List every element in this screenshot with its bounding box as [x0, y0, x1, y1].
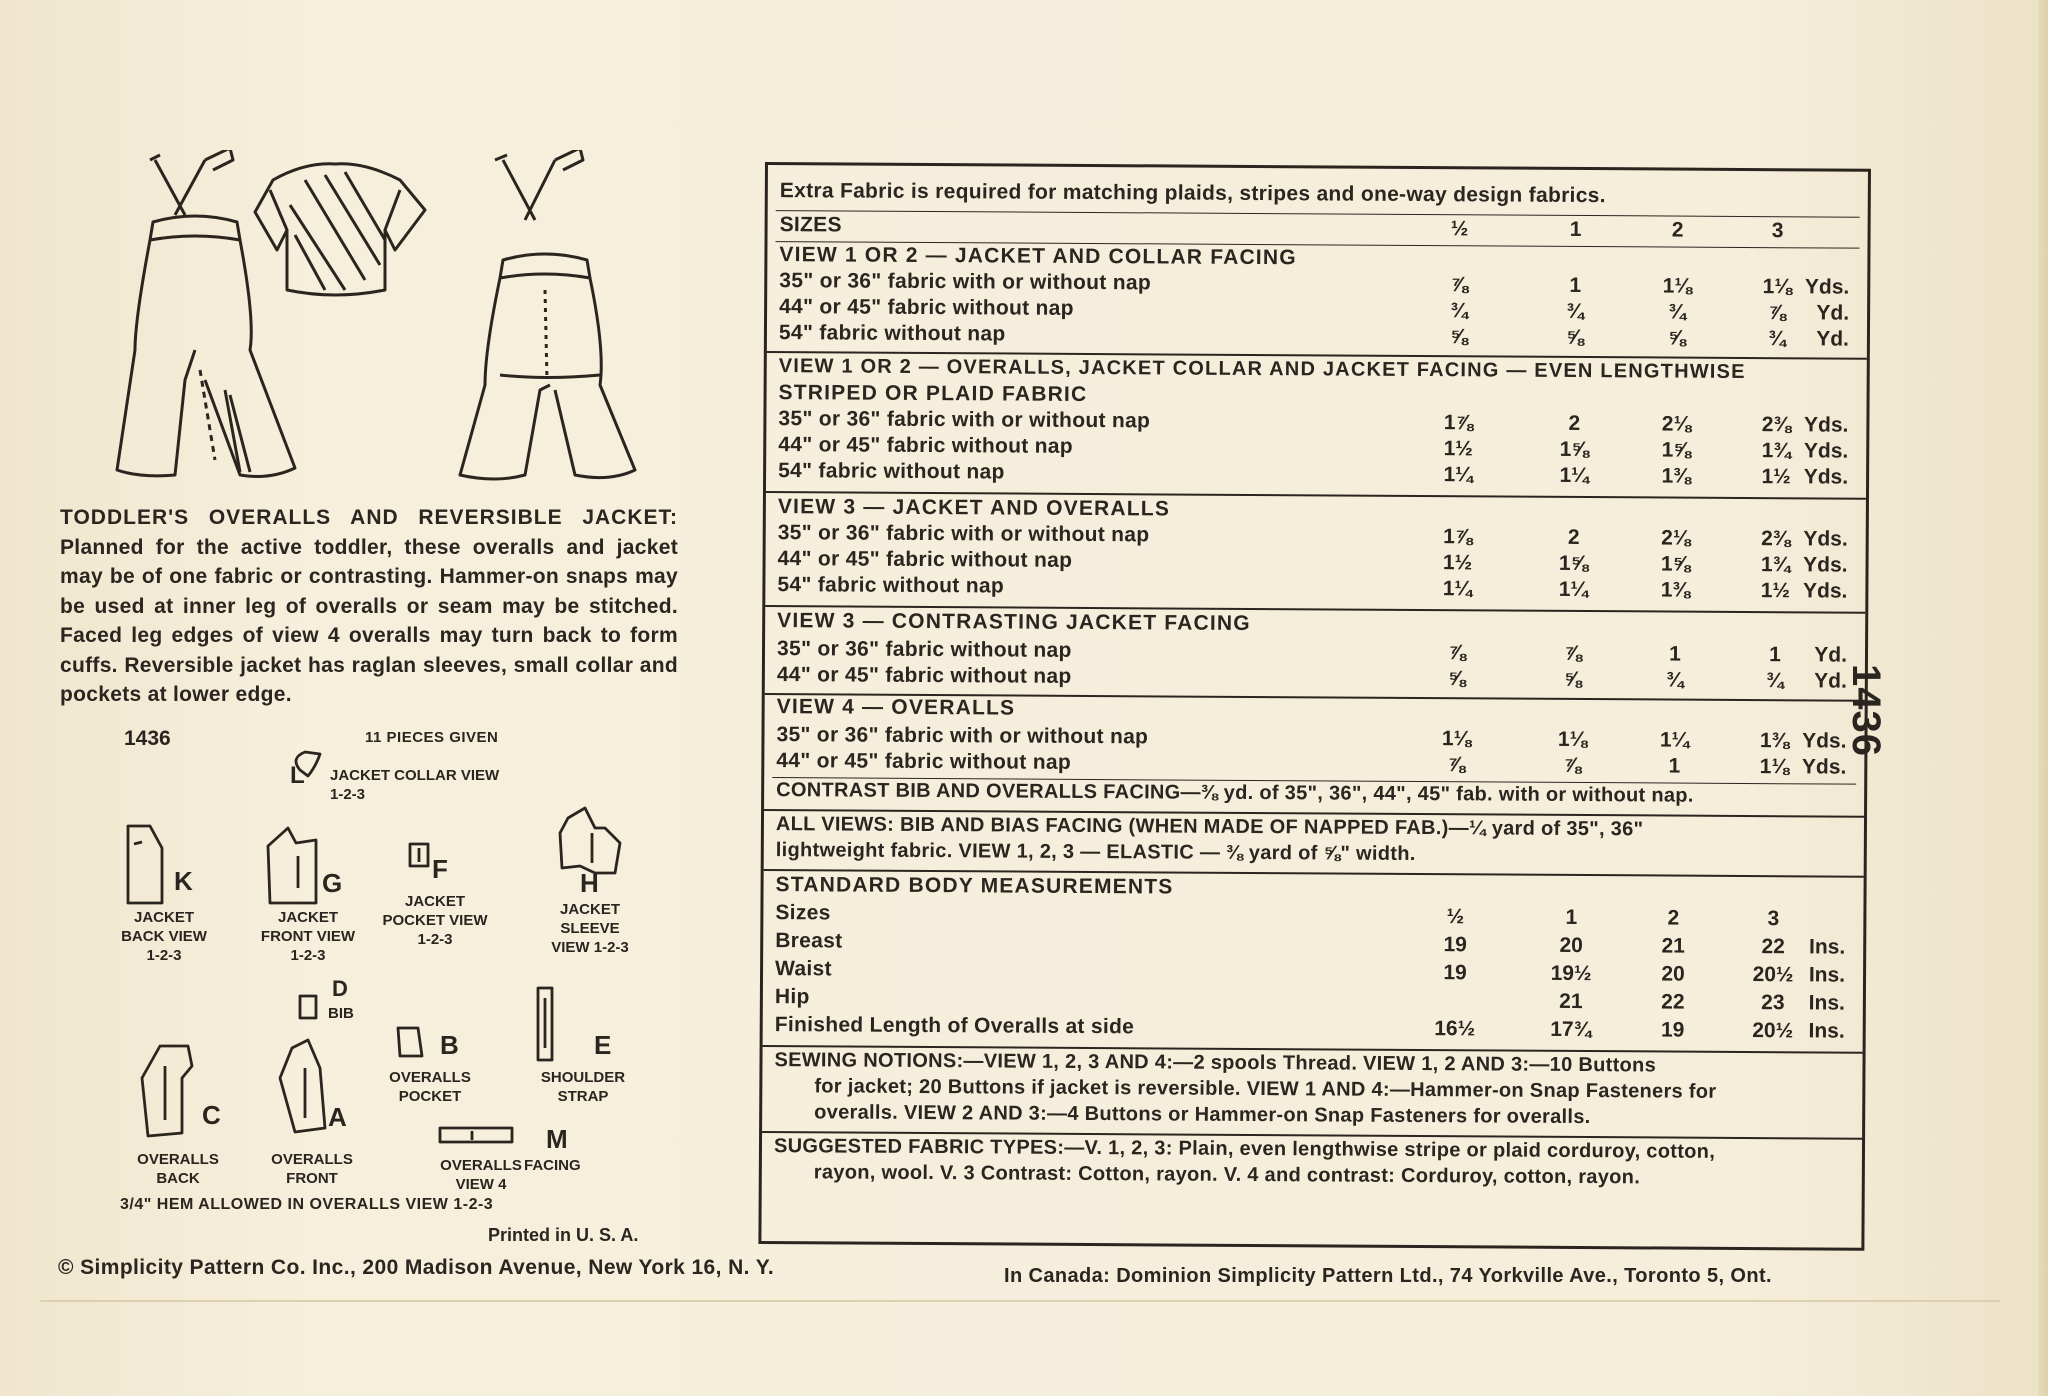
table-row-fabric: 54" fabric without nap [778, 459, 1005, 484]
section-5-title: VIEW 4 — OVERALLS [776, 695, 1016, 720]
all-views-line-1: ALL VIEWS: BIB AND BIAS FACING (WHEN MADE OF NAPPED FAB.)—¼ yard of 35", 36" [775, 813, 1644, 841]
table-cell: 1¼ [1443, 463, 1473, 487]
measure-cell: 22 [1661, 990, 1685, 1014]
table-cell: 1¼ [1558, 577, 1589, 602]
section-4-title: VIEW 3 — CONTRASTING JACKET FACING [777, 609, 1251, 635]
piece-label-A: OVERALLS FRONT [271, 1151, 353, 1187]
table-cell: ⅝ [1564, 667, 1582, 691]
piece-M-shape [440, 1128, 512, 1142]
piece-H-shape [560, 808, 620, 873]
piece-letter-B: B [440, 1030, 459, 1060]
piece-label-E: SHOULDER STRAP [540, 1069, 626, 1105]
table-unit: Yd. [1814, 669, 1847, 693]
measure-unit: Ins. [1808, 1019, 1845, 1043]
piece-letter-K: K [174, 866, 193, 896]
fold-line [40, 1300, 2000, 1302]
table-row-fabric: 35" or 36" fabric without nap [776, 637, 1072, 662]
measure-cell: 19 [1660, 1018, 1685, 1042]
table-unit: Yds. [1803, 527, 1848, 551]
description-body: Planned for the active toddler, these overalls and jacket may be of one fabric or contrasting. Hammer-on snaps may be used at inner leg of overalls or seam may be stitched. Faced leg edges of view 4 overalls may turn back to form cuffs. Reversible jacket has raglan sleeves, small collar and pockets at lower edge. [60, 535, 678, 706]
sewing-notions-3: overalls. VIEW 2 AND 3:—4 Buttons or Hammer-on Snap Fasteners for overalls. [814, 1101, 1591, 1129]
table-cell: 1⅝ [1661, 438, 1691, 462]
piece-D-shape [300, 996, 316, 1018]
table-cell: 1⅛ [1662, 274, 1692, 298]
pattern-number-small: 1436 [124, 727, 171, 750]
table-cell: ¾ [1450, 299, 1468, 323]
table-cell: ¾ [1766, 669, 1784, 693]
description-heading: TODDLER'S OVERALLS AND REVERSIBLE JACKET: [60, 506, 678, 529]
measure-cell: 19 [1443, 933, 1467, 957]
measure-cell: 16½ [1434, 1017, 1476, 1041]
table-cell: 2 [1568, 411, 1581, 435]
table-cell: 1⅜ [1661, 464, 1691, 488]
table-row-fabric: 44" or 45" fabric without nap [776, 749, 1072, 774]
piece-label-F: JACKET POCKET VIEW 1-2-3 [382, 893, 488, 948]
table-unit: Yds. [1804, 275, 1850, 299]
piece-label-C: OVERALLS BACK [137, 1151, 219, 1187]
measure-label: Sizes [775, 901, 831, 925]
table-row-fabric: 35" or 36" fabric with or without nap [776, 723, 1149, 749]
sizes-label: SIZES [779, 213, 842, 237]
table-unit: Yds. [1802, 579, 1848, 603]
overalls-front-sketch [460, 150, 635, 479]
table-cell: 2⅛ [1661, 526, 1691, 550]
table-cell: 1¼ [1559, 463, 1589, 488]
measure-cell: 22 [1761, 935, 1785, 959]
table-unit: Yd. [1816, 327, 1850, 351]
table-cell: 1¼ [1442, 577, 1473, 601]
fabric-types-1: SUGGESTED FABRIC TYPES:—V. 1, 2, 3: Plain, even lengthwise stripe or plaid corduroy, cotton, [773, 1135, 1716, 1163]
envelope-edge [2038, 0, 2048, 1396]
contrast-bib-note: CONTRAST BIB AND OVERALLS FACING—⅜ yd. of 35", 36", 44", 45" fab. with or without nap. [776, 779, 1694, 807]
printed-in-usa: Printed in U. S. A. [488, 1225, 639, 1245]
piece-K-shape [128, 826, 162, 903]
table-cell: 1 [1669, 642, 1681, 666]
table-cell: ⅝ [1668, 326, 1686, 350]
table-cell: 1⅞ [1443, 525, 1473, 549]
table-cell: 1¾ [1760, 553, 1791, 577]
sewing-notions-2: for jacket; 20 Buttons if jacket is reversible. VIEW 1 AND 4:—Hammer-on Snap Fasteners for [814, 1075, 1717, 1103]
size-col-4: 3 [1771, 219, 1784, 243]
table-cell: ⅞ [1450, 273, 1469, 297]
measure-unit: Ins. [1808, 935, 1846, 959]
table-cell: ⅝ [1450, 325, 1468, 349]
measure-cell: 19 [1443, 961, 1467, 985]
table-row-fabric: 35" or 36" fabric with or without nap [779, 269, 1152, 295]
measure-cell: 20 [1559, 933, 1583, 958]
table-cell: ⅞ [1768, 301, 1786, 325]
table-row-fabric: 54" fabric without nap [778, 321, 1006, 346]
pattern-description [60, 503, 678, 710]
table-unit: Yds. [1802, 729, 1847, 753]
canada-address: In Canada: Dominion Simplicity Pattern Ltd., 74 Yorkville Ave., Toronto 5, Ont. [1004, 1265, 1773, 1287]
table-cell: 2⅜ [1761, 527, 1791, 551]
table-row-fabric: 44" or 45" fabric without nap [779, 295, 1074, 320]
piece-label-B: OVERALLS POCKET [389, 1069, 471, 1105]
section-3-title: VIEW 3 — JACKET AND OVERALLS [777, 495, 1171, 521]
piece-label-D: BIB [328, 1005, 354, 1022]
measure-unit: Ins. [1808, 991, 1845, 1015]
rule [776, 210, 1860, 218]
table-cell: 1¼ [1659, 728, 1690, 752]
table-row-fabric: 54" fabric without nap [777, 573, 1005, 598]
table-cell: 1⅜ [1759, 729, 1790, 753]
yardage-chart [758, 162, 1871, 1251]
table-cell: 2 [1567, 525, 1580, 549]
measure-cell: 20½ [1752, 1019, 1794, 1043]
jacket-sketch [255, 164, 425, 295]
table-cell: 1⅞ [1443, 411, 1474, 435]
table-cell: 1½ [1442, 551, 1473, 575]
table-cell: 1⅝ [1558, 551, 1589, 576]
table-row-fabric: 44" or 45" fabric without nap [778, 433, 1074, 458]
piece-letter-A: A [328, 1102, 347, 1132]
table-cell: 1⅛ [1762, 275, 1792, 299]
piece-G-shape [268, 828, 316, 903]
measure-cell: 21 [1559, 989, 1583, 1014]
measurements-title: STANDARD BODY MEASUREMENTS [775, 873, 1174, 899]
measure-cell: 1 [1565, 905, 1578, 929]
size-col-1: ½ [1450, 217, 1469, 241]
pattern-number-vertical: 1436 [1844, 664, 1888, 757]
table-cell: 2⅛ [1661, 412, 1692, 436]
size-col-2: 1 [1569, 217, 1582, 241]
table-unit: Yds. [1803, 439, 1849, 463]
measure-label: Finished Length of Overalls at side [774, 1013, 1135, 1039]
table-unit: Yd. [1814, 643, 1848, 667]
measure-cell: 19½ [1550, 961, 1592, 986]
all-views-line-2: lightweight fabric. VIEW 1, 2, 3 — ELASTIC — ⅜ yard of ⅝" width. [775, 839, 1416, 865]
extra-fabric-note: Extra Fabric is required for matching plaids, stripes and one-way design fabrics. [779, 179, 1606, 208]
table-cell: 1½ [1761, 465, 1791, 489]
table-cell: 1⅛ [1441, 727, 1472, 751]
table-cell: 1⅛ [1557, 727, 1588, 752]
table-cell: ⅞ [1447, 753, 1466, 777]
piece-label-K: JACKET BACK VIEW 1-2-3 [121, 909, 207, 964]
piece-letter-G: G [322, 868, 343, 898]
measure-label: Hip [774, 985, 810, 1009]
pieces-given: 11 PIECES GIVEN [365, 729, 499, 746]
table-unit: Yds. [1803, 465, 1849, 489]
table-unit: Yds. [1803, 413, 1849, 437]
table-unit: Yd. [1816, 301, 1850, 325]
table-cell: ⅝ [1448, 667, 1466, 691]
piece-letter-C: C [202, 1100, 221, 1130]
measure-cell: 23 [1761, 991, 1785, 1015]
table-row-fabric: 35" or 36" fabric with or without nap [777, 521, 1150, 547]
table-cell: ⅞ [1448, 641, 1466, 665]
piece-label-M: FACING [524, 1157, 581, 1174]
table-cell: 1 [1668, 754, 1681, 778]
piece-A-shape [280, 1040, 325, 1132]
measure-cell: 20 [1661, 962, 1685, 986]
size-col-3: 2 [1671, 218, 1684, 242]
table-cell: ¾ [1566, 299, 1584, 324]
table-cell: 1⅝ [1660, 552, 1691, 576]
piece-C-shape [142, 1046, 192, 1136]
table-cell: ¾ [1768, 327, 1786, 351]
section-2-title: VIEW 1 OR 2 — OVERALLS, JACKET COLLAR AND JACKET FACING — EVEN LENGTHWISE [778, 355, 1746, 383]
table-row-fabric: 44" or 45" fabric without nap [776, 663, 1072, 688]
table-cell: ¾ [1666, 668, 1684, 692]
piece-letter-E: E [594, 1030, 612, 1060]
table-unit: Yds. [1801, 755, 1847, 779]
piece-letter-F: F [432, 854, 448, 884]
piece-B-shape [398, 1028, 422, 1056]
piece-letter-L: L [290, 762, 305, 789]
piece-letter-D: D [332, 976, 348, 1001]
measure-cell: 3 [1767, 907, 1780, 931]
piece-label-G: JACKET FRONT VIEW 1-2-3 [260, 909, 356, 964]
overalls-back-sketch [117, 150, 295, 476]
hem-note: 3/4" HEM ALLOWED IN OVERALLS VIEW 1-2-3 [120, 1196, 494, 1213]
table-row-fabric: 44" or 45" fabric without nap [777, 547, 1073, 572]
piece-label-overalls-view4: OVERALLS VIEW 4 [440, 1157, 522, 1193]
measure-label: Breast [775, 929, 843, 953]
table-cell: ⅝ [1566, 325, 1584, 350]
table-cell: 1 [1769, 643, 1781, 667]
table-cell: 1¾ [1761, 439, 1791, 463]
table-cell: 1⅜ [1660, 578, 1691, 602]
table-cell: 1⅛ [1759, 755, 1789, 779]
measure-cell: 20½ [1752, 963, 1794, 987]
measure-cell: 2 [1667, 906, 1680, 930]
piece-letter-H: H [580, 868, 599, 898]
piece-letter-M: M [546, 1124, 568, 1154]
piece-label-H: JACKET SLEEVE VIEW 1-2-3 [551, 901, 629, 956]
table-cell: 1⅝ [1559, 437, 1589, 462]
measure-cell: ½ [1446, 905, 1465, 929]
garment-sketches [55, 150, 695, 495]
copyright-line: © Simplicity Pattern Co. Inc., 200 Madison Avenue, New York 16, N. Y. [58, 1256, 775, 1279]
table-cell: 1 [1569, 273, 1582, 297]
table-cell: ⅞ [1563, 753, 1582, 777]
table-cell: ⅞ [1564, 641, 1582, 665]
table-cell: 1½ [1443, 437, 1473, 461]
measure-unit: Ins. [1808, 963, 1846, 987]
section-2-subtitle: STRIPED OR PLAID FABRIC [778, 381, 1088, 406]
measure-label: Waist [775, 957, 832, 981]
measure-cell: 21 [1661, 934, 1685, 958]
piece-label-L: JACKET COLLAR VIEW 1-2-3 [330, 767, 500, 803]
table-row-fabric: 35" or 36" fabric with or without nap [778, 407, 1151, 433]
measure-cell: 17¾ [1550, 1017, 1592, 1042]
section-1-title: VIEW 1 OR 2 — JACKET AND COLLAR FACING [779, 243, 1297, 270]
table-cell: 1½ [1760, 579, 1791, 603]
table-cell: 2⅜ [1761, 413, 1792, 437]
table-unit: Yds. [1803, 553, 1848, 577]
fabric-types-2: rayon, wool. V. 3 Contrast: Cotton, rayon. V. 4 and contrast: Corduroy, cotton, rayon. [813, 1161, 1641, 1189]
table-cell: ¾ [1668, 300, 1686, 324]
sewing-notions-1: SEWING NOTIONS:—VIEW 1, 2, 3 AND 4:—2 spools Thread. VIEW 1, 2 AND 3:—10 Buttons [774, 1049, 1657, 1077]
